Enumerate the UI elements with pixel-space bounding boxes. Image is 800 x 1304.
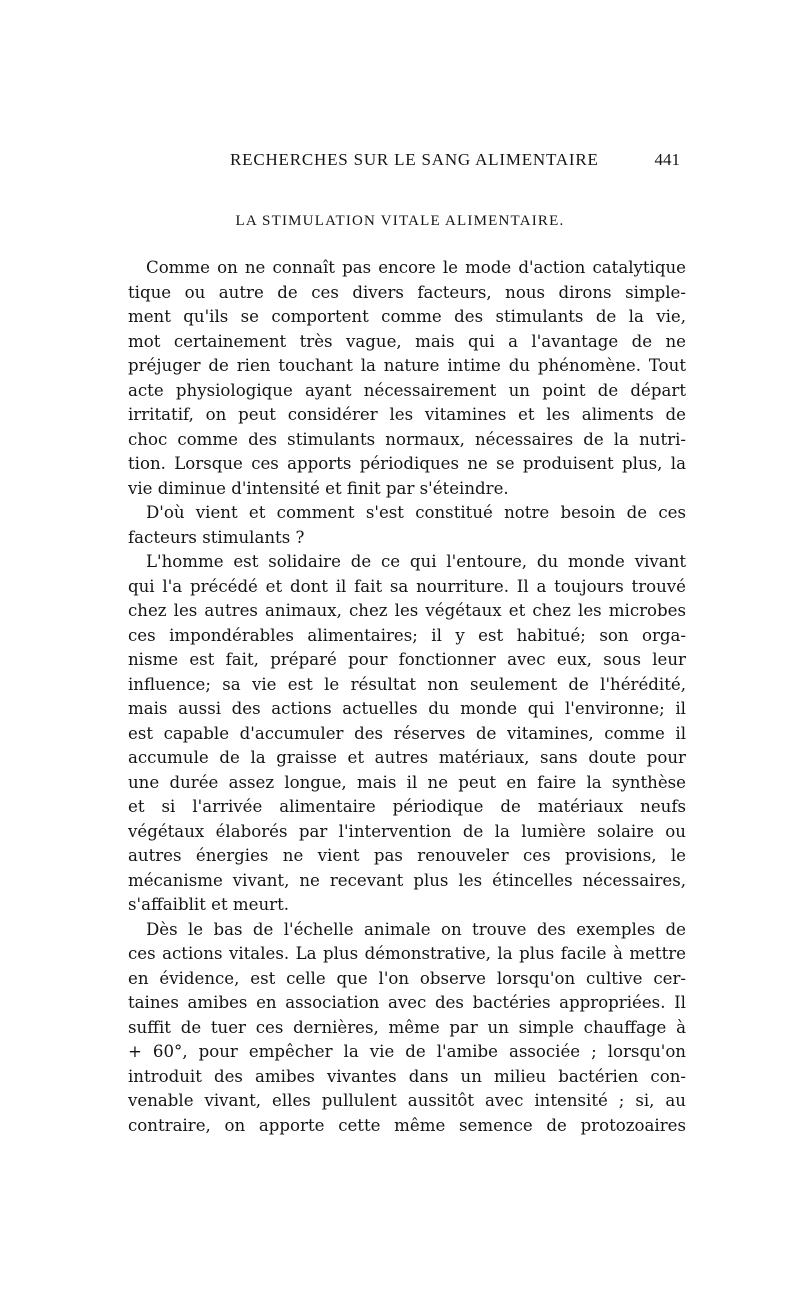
text-line: en évidence, est celle que l'on observe lorsqu'on cultive cer- (128, 968, 686, 988)
text-line: s'affaiblit et meurt. (128, 895, 290, 914)
text-line: tique ou autre de ces divers facteurs, nous dirons simple- (128, 282, 686, 302)
text-line: D'où vient et comment s'est constitué notre besoin de ces (146, 503, 686, 522)
running-head (230, 150, 680, 174)
text-line: chez les autres animaux, chez les végétaux et chez les microbes (128, 601, 686, 620)
text-line: végétaux élaborés par l'intervention de la lumière solaire ou (128, 821, 686, 841)
text-line: influence; sa vie est le résultat non seulement de l'hérédité, (128, 674, 686, 694)
text-line: Dès le bas de l'échelle animale on trouve des exemples de (146, 919, 686, 939)
text-line: vie diminue d'intensité et finit par s'éteindre. (128, 478, 509, 498)
text-line: suffit de tuer ces dernières, même par un simple chauffage à (128, 1017, 686, 1037)
text-line: qui l'a précédé et dont il fait sa nourriture. Il a toujours trouvé (128, 576, 686, 596)
text-line: L'homme est solidaire de ce qui l'entoure, du monde vivant (146, 552, 686, 571)
text-line: facteurs stimulants ? (128, 527, 305, 547)
text-line: ment qu'ils se comportent comme des stimulants de la vie, (128, 307, 686, 326)
text-line: introduit des amibes vivantes dans un milieu bactérien con- (128, 1066, 686, 1086)
section-title: LA STIMULATION VITALE ALIMENTAIRE. (235, 213, 565, 229)
text-line: contraire, on apporte cette même semence de protozoaires (128, 1115, 686, 1135)
text-line: Comme on ne connaît pas encore le mode d'action catalytique (146, 258, 686, 277)
text-line: ces actions vitales. La plus démonstrative, la plus facile à mettre (128, 944, 686, 963)
text-line: autres énergies ne vient pas renouveler ces provisions, le (128, 846, 686, 865)
running-title: RECHERCHES SUR LE SANG ALIMENTAIRE (230, 150, 599, 169)
text-line: mot certainement très vague, mais qui a l'avantage de ne (128, 331, 686, 351)
body-text (128, 256, 686, 1138)
text-line: nisme est fait, préparé pour fonctionner avec eux, sous leur (128, 650, 686, 669)
text-line: mécanisme vivant, ne recevant plus les étincelles nécessaires, (128, 870, 686, 890)
text-line: acte physiologique ayant nécessairement un point de départ (128, 380, 686, 400)
text-line: + 60°, pour empêcher la vie de l'amibe associée ; lorsqu'on (128, 1042, 686, 1061)
text-line: accumule de la graisse et autres matériaux, sans doute pour (128, 748, 686, 767)
text-line: une durée assez longue, mais il ne peut en faire la synthèse (128, 772, 686, 792)
text-line: ces impondérables alimentaires; il y est habitué; son orga- (128, 625, 686, 645)
text-line: irritatif, on peut considérer les vitamines et les aliments de (128, 405, 686, 424)
page-number: 441 (654, 150, 680, 169)
text-line: taines amibes en association avec des bactéries appropriées. Il (128, 993, 686, 1012)
text-line: préjuger de rien touchant la nature intime du phénomène. Tout (128, 356, 686, 375)
text-line: choc comme des stimulants normaux, nécessaires de la nutri- (128, 429, 686, 449)
text-line: tion. Lorsque ces apports périodiques ne se produisent plus, la (128, 454, 686, 473)
text-line: venable vivant, elles pullulent aussitôt avec intensité ; si, au (128, 1091, 686, 1110)
text-line: et si l'arrivée alimentaire périodique de matériaux neufs (128, 797, 686, 816)
text-line: est capable d'accumuler des réserves de vitamines, comme il (128, 723, 686, 743)
text-line: mais aussi des actions actuelles du monde qui l'environne; il (128, 699, 686, 718)
